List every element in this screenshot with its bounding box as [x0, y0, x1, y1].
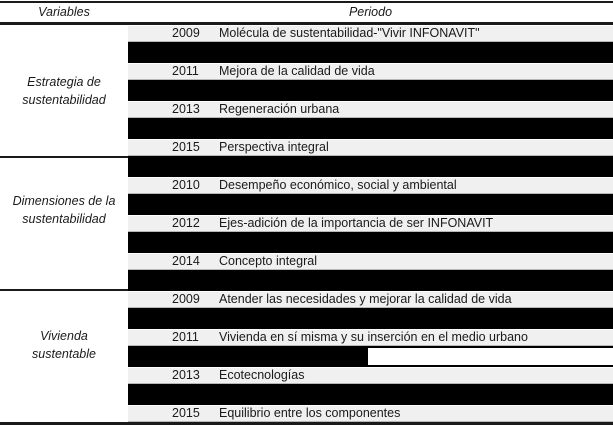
table-row: [128, 406, 613, 422]
redacted-row: [128, 194, 613, 215]
year: 2011: [172, 64, 199, 78]
table-row: [128, 216, 613, 232]
description: Perspectiva integral: [219, 140, 329, 154]
redacted-row: [128, 308, 613, 329]
year: 2012: [172, 216, 200, 230]
table-row: [128, 368, 613, 384]
redaction-gap: [368, 348, 613, 365]
redacted-row: [128, 384, 613, 405]
description: Mejora de la calidad de vida: [219, 64, 375, 78]
table-row: [128, 64, 613, 80]
header-periodo: Periodo: [348, 5, 393, 19]
variable-label: Dimensiones de la sustentabilidad: [12, 194, 116, 226]
table-row: [128, 140, 613, 156]
year: 2013: [172, 368, 200, 382]
year: 2010: [172, 178, 200, 192]
header-rule: [0, 22, 613, 25]
description: Equilibrio entre los componentes: [219, 406, 401, 420]
variable-label: Vivienda sustentable: [32, 329, 96, 361]
year: 2009: [172, 292, 200, 306]
description: Regeneración urbana: [219, 102, 340, 116]
description: Molécula de sustentabilidad-"Vivir INFONAVIT": [219, 26, 480, 40]
year: 2015: [172, 140, 200, 154]
table-row: [128, 254, 613, 270]
year: 2014: [172, 254, 200, 268]
description: Desempeño económico, social y ambiental: [219, 178, 457, 192]
description: Ecotecnologías: [219, 368, 305, 382]
redacted-row: [128, 156, 613, 177]
description: Concepto integral: [219, 254, 317, 268]
description: Atender las necesidades y mejorar la calidad de vida: [219, 292, 512, 306]
section-rule: [0, 289, 128, 291]
redacted-row: [128, 270, 613, 291]
year: 2013: [172, 102, 200, 116]
description: Ejes-adición de la importancia de ser INFONAVIT: [219, 216, 494, 230]
redacted-row: [128, 42, 613, 63]
description: Vivienda en sí misma y su inserción en el medio urbano: [219, 330, 528, 344]
section-rule: [0, 156, 128, 158]
redacted-row: [128, 232, 613, 253]
table-row: [128, 26, 613, 42]
table-row: [128, 292, 613, 308]
header-variables: Variables: [38, 5, 90, 19]
table-row: [128, 330, 613, 346]
year: 2011: [172, 330, 199, 344]
table-row: [128, 178, 613, 194]
redacted-row: [128, 118, 613, 139]
variable-label: Estrategia de sustentabilidad: [22, 75, 106, 107]
table-row: [128, 102, 613, 118]
year: 2015: [172, 406, 200, 420]
year: 2009: [172, 26, 200, 40]
redacted-row: [128, 80, 613, 101]
